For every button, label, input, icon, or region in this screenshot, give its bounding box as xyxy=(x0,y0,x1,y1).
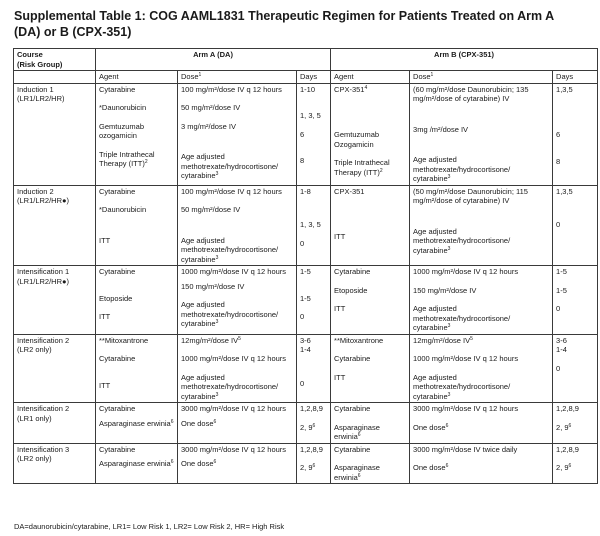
table-row xyxy=(14,334,598,403)
agent-cell: **Mitoxantrone Cytarabine ITT xyxy=(331,334,410,403)
dose-cell: 3000 mg/m²/dose IV twice daily One dose$^6$ xyxy=(410,443,553,484)
agent-cell: Cytarabine Etoposide ITT xyxy=(96,266,178,335)
regimen-table xyxy=(13,48,598,484)
days-cell: 1-8 1, 3, 5 0 xyxy=(297,185,331,266)
dose-cell: (50 mg/m²/dose Daunorubicin; 115 mg/m²/dose of cytarabine) IV Age adjusted methotrexate/hydrocortisone/ cytarabine$^3$ xyxy=(410,185,553,266)
header-row-columns xyxy=(14,71,598,84)
agent-cell: Cytarabine Asparaginase erwinia$^6$ xyxy=(96,403,178,444)
table-title: Supplemental Table 1: COG AAML1831 Therapeutic Regimen for Patients Treated on Arm A (DA) or B (CPX-351) xyxy=(14,9,554,39)
course-cell: Induction 2 (LR1/LR2/HR●) xyxy=(14,185,96,266)
days-cell: 1-5 1-5 0 xyxy=(297,266,331,335)
dose-cell: (60 mg/m²/dose Daunorubicin; 135 mg/m²/dose of cytarabine) IV 3mg /m²/dose IV Age adjusted methotrexate/hydrocortisone/ cytarabine$^3$ xyxy=(410,83,553,185)
agent-cell: Cytarabine Asparaginase erwinia$^6$ xyxy=(331,443,410,484)
header-days-b: Days xyxy=(553,71,598,84)
dose-cell: 100 mg/m²/dose IV q 12 hours 50 mg/m²/dose IV Age adjusted methotrexate/hydrocortisone/ cytarabine$^3$ xyxy=(178,185,297,266)
dose-cell: 12mg/m²/dose $IV^5$ 1000 mg/m²/dose IV q 12 hours Age adjusted methotrexate/hydrocortisone/ cytarabine$^3$ xyxy=(178,334,297,403)
header-arm-b: Arm B (CPX-351) xyxy=(331,49,598,71)
course-cell: Intensification 3 (LR2 only) xyxy=(14,443,96,484)
header-row-arms xyxy=(14,49,598,71)
course-cell: Intensification 1 (LR1/LR2/HR●) xyxy=(14,266,96,335)
agent-cell: CPX-$351^4$ Gemtuzumab Ozogamicin Triple Intrathecal Therapy (ITT)$^2$ xyxy=(331,83,410,185)
agent-cell: Cytarabine Asparaginase erwinia$^6$ xyxy=(96,443,178,484)
table-row xyxy=(14,403,598,444)
days-cell: 1,3,5 0 xyxy=(553,185,598,266)
dose-cell: 1000 mg/m²/dose IV q 12 hours 150 mg/m²/dose IV Age adjusted methotrexate/hydrocortisone/ cytarabine$^3$ xyxy=(410,266,553,335)
agent-cell: Cytarabine *Daunorubicin Gemtuzumab ozogamicin Triple Intrathecal Therapy (ITT)$^2$ xyxy=(96,83,178,185)
days-cell: 1-10 1, 3, 5 6 8 xyxy=(297,83,331,185)
days-cell: 1,2,8,9 2, $9^6$ xyxy=(297,443,331,484)
course-cell: Intensification 2 (LR2 only) xyxy=(14,334,96,403)
dose-cell: 3000 mg/m²/dose IV q 12 hours One dose$^6$ xyxy=(178,403,297,444)
agent-cell: **Mitoxantrone Cytarabine ITT xyxy=(96,334,178,403)
agent-cell: Cytarabine Asparaginase erwinia$^6$ xyxy=(331,403,410,444)
header-course: Course (Risk Group) xyxy=(14,49,96,71)
days-cell: 3-6 1-4 0 xyxy=(297,334,331,403)
dose-cell: 3000 mg/m²/dose IV q 12 hours One dose$^6$ xyxy=(178,443,297,484)
header-blank xyxy=(14,71,96,84)
header-agent-a: Agent xyxy=(96,71,178,84)
dose-cell: 3000 mg/m²/dose IV q 12 hours One dose$^6$ xyxy=(410,403,553,444)
footnote-abbreviations: DA=daunorubicin/cytarabine, LR1= Low Risk 1, LR2= Low Risk 2, HR= High Risk xyxy=(14,522,285,531)
table-row xyxy=(14,443,598,484)
dose-cell: 100 mg/m²/dose IV q 12 hours 50 mg/m²/dose IV 3 mg/m²/dose IV Age adjusted methotrexate/hydrocortisone/ cytarabine$^3$ xyxy=(178,83,297,185)
days-cell: 1,2,8,9 2, $9^6$ xyxy=(553,443,598,484)
dose-cell: 12mg/m²/dose $IV^5$ 1000 mg/m²/dose IV q 12 hours Age adjusted methotrexate/hydrocortisone/ cytarabine$^3$ xyxy=(410,334,553,403)
agent-cell: Cytarabine *Daunorubicin ITT xyxy=(96,185,178,266)
header-dose-b: Dose$^1$ xyxy=(410,71,553,84)
header-arm-a: Arm A (DA) xyxy=(96,49,331,71)
header-agent-b: Agent xyxy=(331,71,410,84)
days-cell: 1,2,8,9 2, $9^6$ xyxy=(553,403,598,444)
days-cell: 1,3,5 6 8 xyxy=(553,83,598,185)
course-cell: Induction 1 (LR1/LR2/HR) xyxy=(14,83,96,185)
course-cell: Intensification 2 (LR1 only) xyxy=(14,403,96,444)
header-days-a: Days xyxy=(297,71,331,84)
days-cell: 3-6 1-4 0 xyxy=(553,334,598,403)
table-row xyxy=(14,185,598,266)
table-row xyxy=(14,83,598,185)
days-cell: 1-5 1-5 0 xyxy=(553,266,598,335)
header-dose-a: Dose$^1$ xyxy=(178,71,297,84)
days-cell: 1,2,8,9 2, $9^6$ xyxy=(297,403,331,444)
dose-cell: 1000 mg/m²/dose IV q 12 hours 150 mg/m²/dose IV Age adjusted methotrexate/hydrocortisone/ cytarabine$^3$ xyxy=(178,266,297,335)
table-row xyxy=(14,266,598,335)
agent-cell: CPX-351 ITT xyxy=(331,185,410,266)
agent-cell: Cytarabine Etoposide ITT xyxy=(331,266,410,335)
